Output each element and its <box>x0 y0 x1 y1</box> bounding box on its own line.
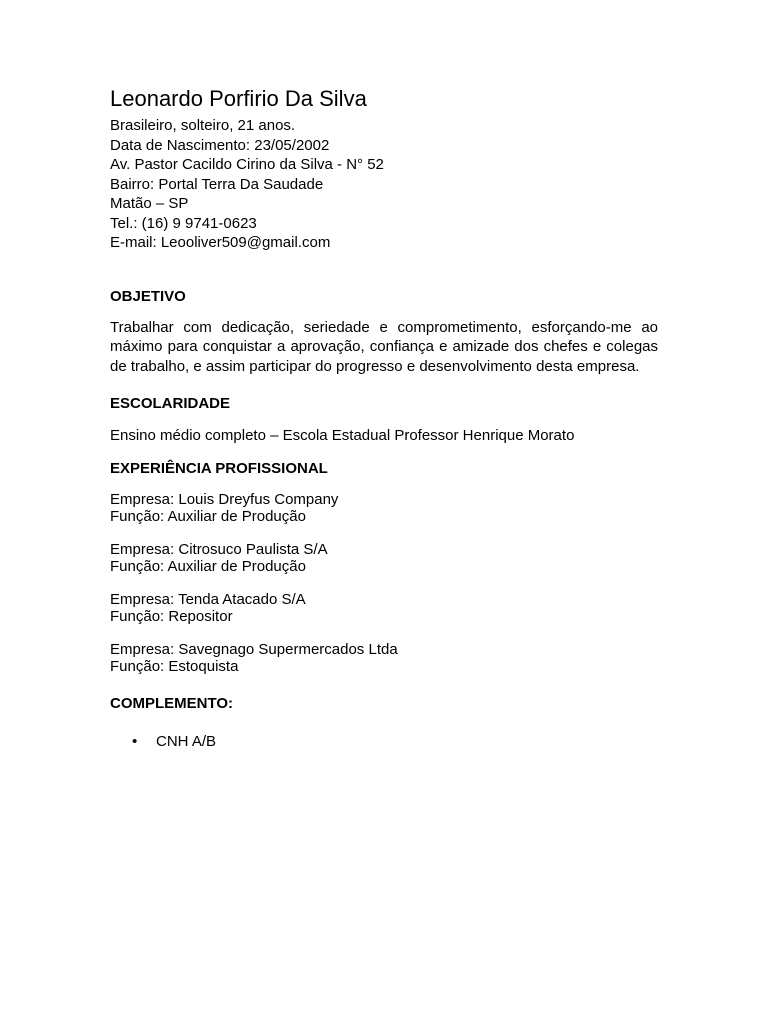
job-role: Função: Repositor <box>110 607 233 625</box>
education-heading: ESCOLARIDADE <box>110 395 231 412</box>
resume-page <box>110 86 658 751</box>
experience-heading: EXPERIÊNCIA PROFISSIONAL <box>110 459 328 477</box>
city-line: Matão – SP <box>110 195 189 212</box>
complement-heading: COMPLEMENTO: <box>110 694 234 712</box>
job-entry <box>110 541 658 575</box>
neighborhood-line: Bairro: Portal Terra Da Saudade <box>110 175 324 193</box>
job-role: Função: Auxiliar de Produção <box>110 557 306 575</box>
phone-line: Tel.: (16) 9 9741-0623 <box>110 214 257 232</box>
address-line: Av. Pastor Cacildo Cirino da Silva - N° 52 <box>110 156 384 173</box>
job-entry <box>110 491 658 525</box>
objective-text: Trabalhar com dedicação, seriedade e comprometimento, esforçando-me ao máximo para conquistar a aprovação, confiança e amizade dos chefes e colegas de trabalho, e assim participar do progresso e desenvolvimento desta empresa. <box>110 318 658 375</box>
list-item <box>110 732 658 751</box>
job-company: Empresa: Louis Dreyfus Company <box>110 490 339 508</box>
birth-date-line: Data de Nascimento: 23/05/2002 <box>110 136 330 154</box>
job-company: Empresa: Citrosuco Paulista S/A <box>110 540 328 558</box>
education-text: Ensino médio completo – Escola Estadual Professor Henrique Morato <box>110 427 575 444</box>
objective-heading: OBJETIVO <box>110 287 186 305</box>
job-company: Empresa: Savegnago Supermercados Ltda <box>110 640 398 658</box>
complement-list <box>110 732 658 751</box>
job-entry <box>110 591 658 625</box>
list-item-text: CNH A/B <box>156 732 217 750</box>
job-role: Função: Estoquista <box>110 657 239 675</box>
bullet-icon: • <box>132 732 138 750</box>
job-entry <box>110 641 658 675</box>
job-company: Empresa: Tenda Atacado S/A <box>110 590 306 608</box>
personal-info-line: Brasileiro, solteiro, 21 anos. <box>110 117 296 134</box>
candidate-name: Leonardo Porfirio Da Silva <box>110 86 367 111</box>
job-role: Função: Auxiliar de Produção <box>110 507 306 525</box>
email-line: E-mail: Leooliver509@gmail.com <box>110 234 331 251</box>
